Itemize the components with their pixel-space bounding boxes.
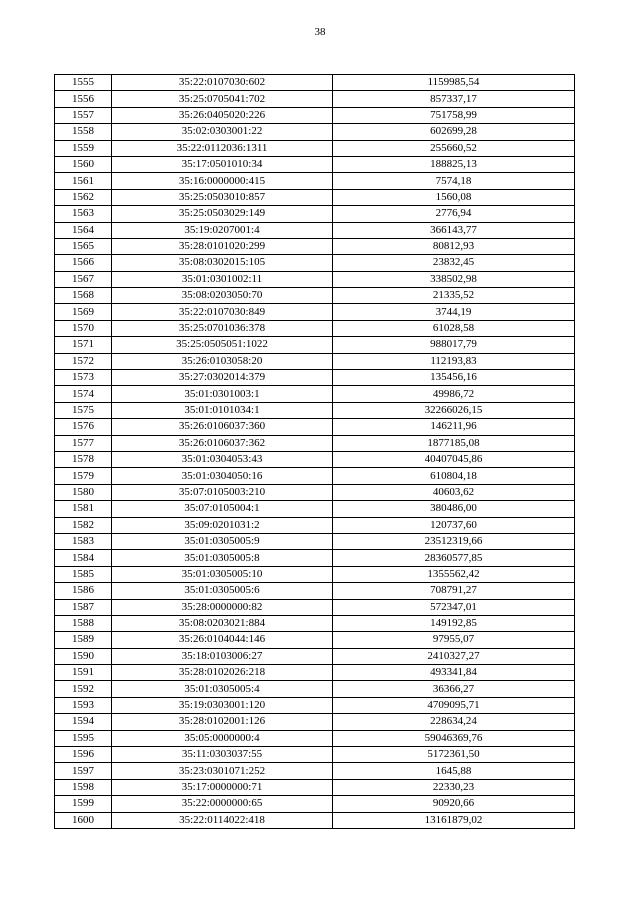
table-row bbox=[55, 550, 575, 566]
table-row bbox=[55, 189, 575, 205]
cadastral-number-cell: 35:01:0305005:6 bbox=[112, 583, 333, 599]
value-cell: 857337,17 bbox=[333, 91, 575, 107]
value-cell: 255660,52 bbox=[333, 140, 575, 156]
row-number-cell: 1568 bbox=[55, 288, 112, 304]
cadastral-number-cell: 35:01:0301003:1 bbox=[112, 386, 333, 402]
row-number-cell: 1573 bbox=[55, 370, 112, 386]
table-row bbox=[55, 451, 575, 467]
table-row bbox=[55, 206, 575, 222]
value-cell: 572347,01 bbox=[333, 599, 575, 615]
cadastral-number-cell: 35:26:0104044:146 bbox=[112, 632, 333, 648]
table-row bbox=[55, 714, 575, 730]
table-row bbox=[55, 812, 575, 828]
cadastral-number-cell: 35:19:0207001:4 bbox=[112, 222, 333, 238]
cadastral-number-cell: 35:26:0103058:20 bbox=[112, 353, 333, 369]
value-cell: 2410327,27 bbox=[333, 648, 575, 664]
table-row bbox=[55, 533, 575, 549]
value-cell: 13161879,02 bbox=[333, 812, 575, 828]
table-row bbox=[55, 173, 575, 189]
value-cell: 3744,19 bbox=[333, 304, 575, 320]
value-cell: 28360577,85 bbox=[333, 550, 575, 566]
cadastral-number-cell: 35:07:0105003:210 bbox=[112, 484, 333, 500]
cadastral-number-cell: 35:25:0505051:1022 bbox=[112, 337, 333, 353]
row-number-cell: 1571 bbox=[55, 337, 112, 353]
value-cell: 49986,72 bbox=[333, 386, 575, 402]
table-row bbox=[55, 222, 575, 238]
row-number-cell: 1559 bbox=[55, 140, 112, 156]
table-row bbox=[55, 747, 575, 763]
value-cell: 1645,88 bbox=[333, 763, 575, 779]
value-cell: 338502,98 bbox=[333, 271, 575, 287]
cadastral-number-cell: 35:22:0000000:65 bbox=[112, 796, 333, 812]
table-row bbox=[55, 648, 575, 664]
row-number-cell: 1556 bbox=[55, 91, 112, 107]
value-cell: 80812,93 bbox=[333, 238, 575, 254]
table-row bbox=[55, 484, 575, 500]
row-number-cell: 1577 bbox=[55, 435, 112, 451]
row-number-cell: 1600 bbox=[55, 812, 112, 828]
cadastral-number-cell: 35:25:0503029:149 bbox=[112, 206, 333, 222]
table-row bbox=[55, 566, 575, 582]
value-cell: 36366,27 bbox=[333, 681, 575, 697]
row-number-cell: 1587 bbox=[55, 599, 112, 615]
table-row bbox=[55, 763, 575, 779]
table-row bbox=[55, 320, 575, 336]
value-cell: 366143,77 bbox=[333, 222, 575, 238]
cadastral-number-cell: 35:26:0106037:360 bbox=[112, 419, 333, 435]
table-row bbox=[55, 681, 575, 697]
cadastral-number-cell: 35:08:0203050:70 bbox=[112, 288, 333, 304]
row-number-cell: 1563 bbox=[55, 206, 112, 222]
value-cell: 146211,96 bbox=[333, 419, 575, 435]
row-number-cell: 1591 bbox=[55, 665, 112, 681]
table-row bbox=[55, 796, 575, 812]
row-number-cell: 1596 bbox=[55, 747, 112, 763]
row-number-cell: 1593 bbox=[55, 697, 112, 713]
cadastral-number-cell: 35:26:0106037:362 bbox=[112, 435, 333, 451]
cadastral-number-cell: 35:07:0105004:1 bbox=[112, 501, 333, 517]
row-number-cell: 1584 bbox=[55, 550, 112, 566]
cadastral-number-cell: 35:17:0501010:34 bbox=[112, 156, 333, 172]
cadastral-number-cell: 35:09:0201031:2 bbox=[112, 517, 333, 533]
value-cell: 112193,83 bbox=[333, 353, 575, 369]
value-cell: 1355562,42 bbox=[333, 566, 575, 582]
cadastral-number-cell: 35:28:0000000:82 bbox=[112, 599, 333, 615]
row-number-cell: 1575 bbox=[55, 402, 112, 418]
cadastral-number-cell: 35:22:0112036:1311 bbox=[112, 140, 333, 156]
row-number-cell: 1594 bbox=[55, 714, 112, 730]
value-cell: 120737,60 bbox=[333, 517, 575, 533]
row-number-cell: 1572 bbox=[55, 353, 112, 369]
value-cell: 2776,94 bbox=[333, 206, 575, 222]
row-number-cell: 1566 bbox=[55, 255, 112, 271]
value-cell: 380486,00 bbox=[333, 501, 575, 517]
value-cell: 40407045,86 bbox=[333, 451, 575, 467]
row-number-cell: 1592 bbox=[55, 681, 112, 697]
cadastral-number-cell: 35:01:0301002:11 bbox=[112, 271, 333, 287]
table-row bbox=[55, 501, 575, 517]
row-number-cell: 1562 bbox=[55, 189, 112, 205]
value-cell: 4709095,71 bbox=[333, 697, 575, 713]
table-row bbox=[55, 386, 575, 402]
cadastral-number-cell: 35:27:0302014:379 bbox=[112, 370, 333, 386]
cadastral-number-cell: 35:22:0107030:602 bbox=[112, 75, 333, 91]
table-row bbox=[55, 337, 575, 353]
row-number-cell: 1574 bbox=[55, 386, 112, 402]
table-row bbox=[55, 599, 575, 615]
cadastral-number-cell: 35:28:0101020:299 bbox=[112, 238, 333, 254]
table-row bbox=[55, 140, 575, 156]
value-cell: 23832,45 bbox=[333, 255, 575, 271]
value-cell: 5172361,50 bbox=[333, 747, 575, 763]
value-cell: 708791,27 bbox=[333, 583, 575, 599]
value-cell: 97955,07 bbox=[333, 632, 575, 648]
cadastral-number-cell: 35:01:0101034:1 bbox=[112, 402, 333, 418]
value-cell: 988017,79 bbox=[333, 337, 575, 353]
cadastral-number-cell: 35:18:0103006:27 bbox=[112, 648, 333, 664]
value-cell: 59046369,76 bbox=[333, 730, 575, 746]
row-number-cell: 1560 bbox=[55, 156, 112, 172]
value-cell: 40603,62 bbox=[333, 484, 575, 500]
table-row bbox=[55, 156, 575, 172]
cadastral-number-cell: 35:23:0301071:252 bbox=[112, 763, 333, 779]
table-row bbox=[55, 779, 575, 795]
cadastral-number-cell: 35:19:0303001:120 bbox=[112, 697, 333, 713]
cadastral-number-cell: 35:01:0305005:9 bbox=[112, 533, 333, 549]
table-row bbox=[55, 255, 575, 271]
value-cell: 149192,85 bbox=[333, 615, 575, 631]
table-row bbox=[55, 697, 575, 713]
row-number-cell: 1576 bbox=[55, 419, 112, 435]
row-number-cell: 1555 bbox=[55, 75, 112, 91]
cadastral-number-cell: 35:01:0304050:16 bbox=[112, 468, 333, 484]
value-cell: 751758,99 bbox=[333, 107, 575, 123]
cadastral-number-cell: 35:01:0304053:43 bbox=[112, 451, 333, 467]
row-number-cell: 1578 bbox=[55, 451, 112, 467]
table-row bbox=[55, 91, 575, 107]
value-cell: 90920,66 bbox=[333, 796, 575, 812]
row-number-cell: 1558 bbox=[55, 124, 112, 140]
row-number-cell: 1585 bbox=[55, 566, 112, 582]
cadastral-number-cell: 35:01:0305005:10 bbox=[112, 566, 333, 582]
table-row bbox=[55, 419, 575, 435]
value-cell: 22330,23 bbox=[333, 779, 575, 795]
table-row bbox=[55, 353, 575, 369]
row-number-cell: 1586 bbox=[55, 583, 112, 599]
row-number-cell: 1599 bbox=[55, 796, 112, 812]
table-row bbox=[55, 288, 575, 304]
value-cell: 21335,52 bbox=[333, 288, 575, 304]
row-number-cell: 1567 bbox=[55, 271, 112, 287]
value-cell: 610804,18 bbox=[333, 468, 575, 484]
cadastral-number-cell: 35:28:0102001:126 bbox=[112, 714, 333, 730]
table-row bbox=[55, 107, 575, 123]
value-cell: 228634,24 bbox=[333, 714, 575, 730]
table-row bbox=[55, 517, 575, 533]
table-row bbox=[55, 370, 575, 386]
table-row bbox=[55, 665, 575, 681]
cadastral-number-cell: 35:28:0102026:218 bbox=[112, 665, 333, 681]
cadastral-number-cell: 35:01:0305005:8 bbox=[112, 550, 333, 566]
cadastral-number-cell: 35:01:0305005:4 bbox=[112, 681, 333, 697]
page-number: 38 bbox=[314, 26, 326, 38]
value-cell: 32266026,15 bbox=[333, 402, 575, 418]
value-cell: 1159985,54 bbox=[333, 75, 575, 91]
row-number-cell: 1582 bbox=[55, 517, 112, 533]
value-cell: 23512319,66 bbox=[333, 533, 575, 549]
cadastral-number-cell: 35:08:0302015:105 bbox=[112, 255, 333, 271]
row-number-cell: 1590 bbox=[55, 648, 112, 664]
cadastral-number-cell: 35:17:0000000:71 bbox=[112, 779, 333, 795]
value-cell: 7574,18 bbox=[333, 173, 575, 189]
row-number-cell: 1595 bbox=[55, 730, 112, 746]
table-row bbox=[55, 124, 575, 140]
cadastral-number-cell: 35:11:0303037:55 bbox=[112, 747, 333, 763]
value-cell: 135456,16 bbox=[333, 370, 575, 386]
cadastral-number-cell: 35:22:0107030:849 bbox=[112, 304, 333, 320]
table-row bbox=[55, 238, 575, 254]
table-row bbox=[55, 435, 575, 451]
row-number-cell: 1565 bbox=[55, 238, 112, 254]
cadastral-number-cell: 35:08:0203021:884 bbox=[112, 615, 333, 631]
cadastral-number-cell: 35:25:0705041:702 bbox=[112, 91, 333, 107]
cadastral-number-cell: 35:05:0000000:4 bbox=[112, 730, 333, 746]
value-cell: 602699,28 bbox=[333, 124, 575, 140]
row-number-cell: 1569 bbox=[55, 304, 112, 320]
table-body bbox=[55, 75, 575, 829]
value-cell: 188825,13 bbox=[333, 156, 575, 172]
table-row bbox=[55, 304, 575, 320]
table-row bbox=[55, 468, 575, 484]
row-number-cell: 1581 bbox=[55, 501, 112, 517]
row-number-cell: 1597 bbox=[55, 763, 112, 779]
row-number-cell: 1579 bbox=[55, 468, 112, 484]
table-row bbox=[55, 271, 575, 287]
row-number-cell: 1561 bbox=[55, 173, 112, 189]
cadastral-number-cell: 35:25:0701036:378 bbox=[112, 320, 333, 336]
cadastral-number-cell: 35:22:0114022:418 bbox=[112, 812, 333, 828]
cadastral-value-table bbox=[54, 74, 575, 829]
row-number-cell: 1583 bbox=[55, 533, 112, 549]
table-row bbox=[55, 402, 575, 418]
table-row bbox=[55, 730, 575, 746]
cadastral-number-cell: 35:16:0000000:415 bbox=[112, 173, 333, 189]
row-number-cell: 1589 bbox=[55, 632, 112, 648]
table-row bbox=[55, 615, 575, 631]
cadastral-number-cell: 35:26:0405020:226 bbox=[112, 107, 333, 123]
row-number-cell: 1598 bbox=[55, 779, 112, 795]
value-cell: 1560,08 bbox=[333, 189, 575, 205]
value-cell: 61028,58 bbox=[333, 320, 575, 336]
value-cell: 493341,84 bbox=[333, 665, 575, 681]
row-number-cell: 1564 bbox=[55, 222, 112, 238]
value-cell: 1877185,08 bbox=[333, 435, 575, 451]
row-number-cell: 1588 bbox=[55, 615, 112, 631]
table-row bbox=[55, 632, 575, 648]
table-row bbox=[55, 583, 575, 599]
row-number-cell: 1580 bbox=[55, 484, 112, 500]
row-number-cell: 1570 bbox=[55, 320, 112, 336]
row-number-cell: 1557 bbox=[55, 107, 112, 123]
cadastral-number-cell: 35:25:0503010:857 bbox=[112, 189, 333, 205]
cadastral-number-cell: 35:02:0303001:22 bbox=[112, 124, 333, 140]
table-row bbox=[55, 75, 575, 91]
